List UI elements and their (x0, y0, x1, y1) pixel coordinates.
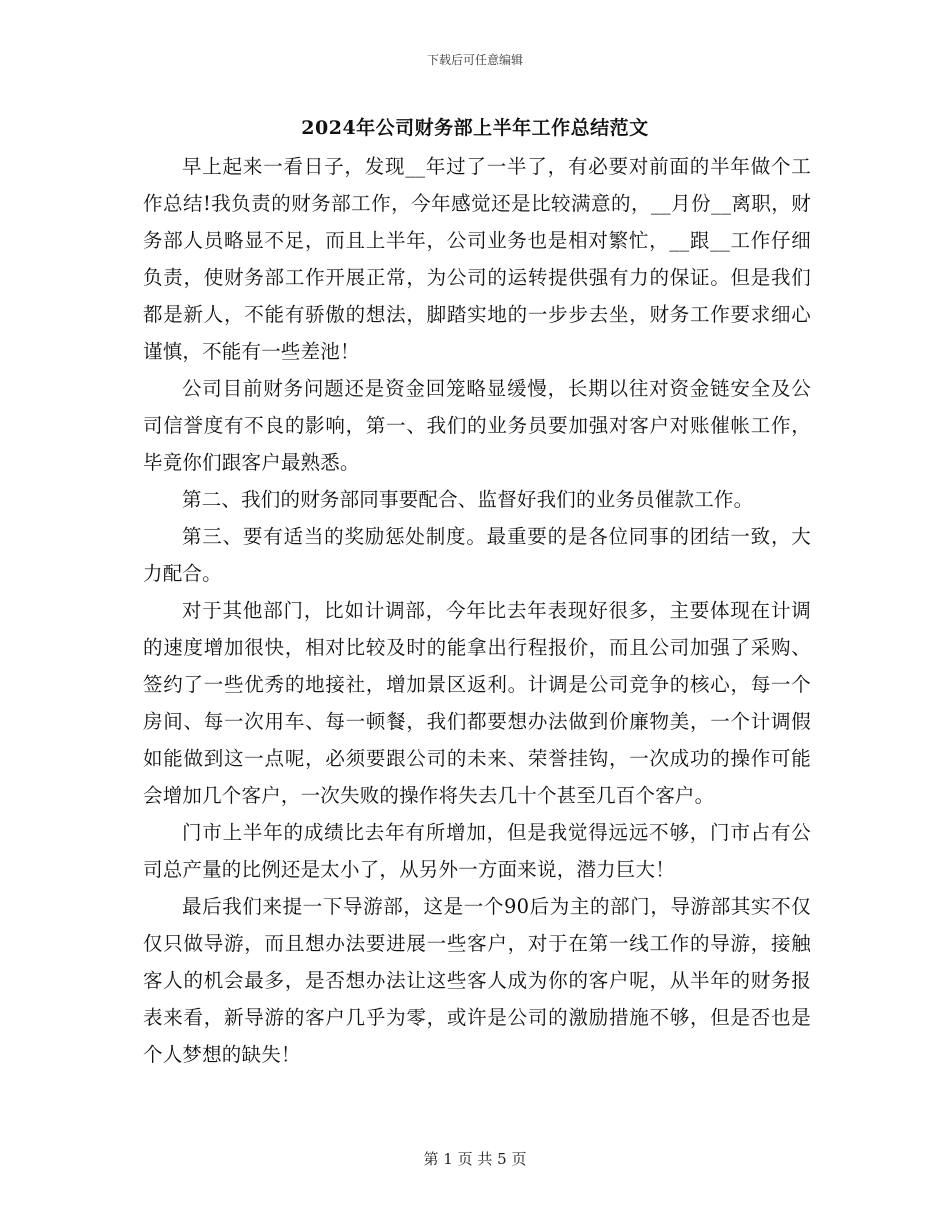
paragraph-1: 早上起来一看日子，发现__年过了一半了，有必要对前面的半年做个工作总结!我负责的财务部工作，今年感觉还是比较满意的，__月份__离职，财务部人员略显不足，而且上半年，公司业务也是相对繁忙，__跟__工作仔细负责，使财务部工作开展正常，为公司的运转提供强有力的保证。但是我们都是新人，不能有骄傲的想法，脚踏实地的一步步去坐，财务工作要求细心谨慎，不能有一些差池！ (143, 155, 811, 363)
paragraph-5: 对于其他部门，比如计调部，今年比去年表现好很多，主要体现在计调的速度增加很快，相对比较及时的能拿出行程报价，而且公司加强了采购、签约了一些优秀的地接社，增加景区返利。计调是公司竞争的核心，每一个房间、每一次用车、每一顿餐，我们都要想办法做到价廉物美，一个计调假如能做到这一点呢，必须要跟公司的未来、荣誉挂钩，一次成功的操作可能会增加几个客户，一次失败的操作将失去几十个甚至几百个客户。 (143, 599, 811, 807)
paragraph-3: 第二、我们的财务部同事要配合、监督好我们的业务员催款工作。 (182, 488, 754, 511)
page-number: 第 1 页 共 5 页 (423, 1150, 527, 1168)
document-title: 2024年公司财务部上半年工作总结范文 (301, 117, 649, 139)
paragraph-4: 第三、要有适当的奖励惩处制度。最重要的是各位同事的团结一致，大力配合。 (143, 525, 811, 585)
paragraph-7: 最后我们来提一下导游部，这是一个90后为主的部门，导游部其实不仅仅只做导游，而且想办法要进展一些客户，对于在第一线工作的导游，接触客人的机会最多，是否想办法让这些客人成为你的客户呢，从半年的财务报表来看，新导游的客户几乎为零，或许是公司的激励措施不够，但是否也是个人梦想的缺失！ (143, 895, 811, 1066)
paragraph-2: 公司目前财务问题还是资金回笼略显缓慢，长期以往对资金链安全及公司信誉度有不良的影响，第一、我们的业务员要加强对客户对账催帐工作，毕竟你们跟客户最熟悉。 (143, 377, 811, 474)
document-body (143, 148, 811, 1073)
page-header-note: 下载后可任意编辑 (426, 53, 523, 67)
paragraph-6: 门市上半年的成绩比去年有所增加，但是我觉得远远不够，门市占有公司总产量的比例还是太小了，从另外一方面来说，潜力巨大！ (143, 821, 811, 881)
